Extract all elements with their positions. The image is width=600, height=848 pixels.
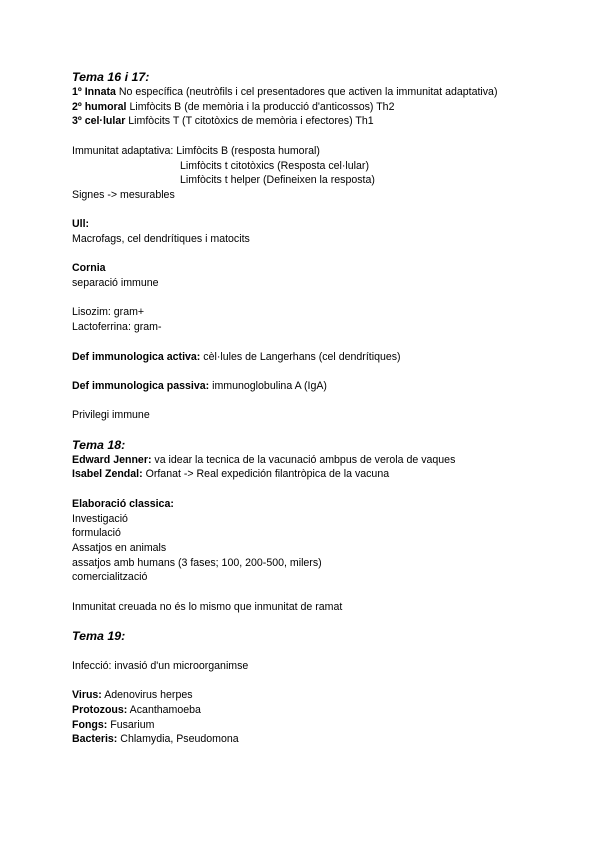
- cellular-line: 3º cel·lular Limfòcits T (T citotòxics de memòria i efectores) Th1: [72, 115, 374, 128]
- ull-text: Macrofags, cel dendrítiques i matocits: [72, 233, 250, 245]
- document-page: [72, 70, 572, 747]
- tema-16-17-heading: Tema 16 i 17:: [72, 70, 150, 84]
- infeccio-line: Infecció: invasió d'un microorganimse: [72, 659, 249, 672]
- cornia-text: separació immune: [72, 277, 159, 290]
- lisozim-line: Lisozim: gram+: [72, 306, 145, 319]
- tema-18-heading: Tema 18:: [72, 437, 126, 452]
- elaboracio-item: formulació: [72, 527, 121, 540]
- elaboracio-item: assatjos amb humans (3 fases; 100, 200-500, milers): [72, 556, 322, 569]
- signes-line: Signes -> mesurables: [72, 188, 175, 201]
- cornia-heading: Cornia: [72, 262, 106, 275]
- elaboracio-heading: Elaboració classica:: [72, 497, 174, 510]
- elaboracio-item: comercialització: [72, 571, 148, 584]
- def-activa-line: Def immunologica activa: cèl·lules de Langerhans (cel dendrítiques): [72, 350, 401, 363]
- tema-19-heading: Tema 19:: [72, 629, 126, 644]
- fongs-line: Fongs: Fusarium: [72, 718, 155, 731]
- def-passiva-line: Def immunologica passiva: immunoglobulina A (IgA): [72, 379, 327, 392]
- protozous-line: Protozous: Acanthamoeba: [72, 703, 201, 716]
- virus-line: Virus: Adenovirus herpes: [72, 689, 193, 702]
- lactoferrina-line: Lactoferrina: gram-: [72, 321, 162, 334]
- adaptativa-line-2: Limfòcits t citotòxics (Resposta cel·lular): [180, 159, 369, 172]
- privilegi-line: Privilegi immune: [72, 409, 150, 422]
- elaboracio-item: Investigació: [72, 512, 128, 525]
- humoral-line: 2º humoral Limfòcits B (de memòria i la producció d'anticossos) Th2: [72, 100, 395, 113]
- innata-line: 1º Innata No específica (neutròfils i cel presentadores que activen la immunitat adaptativa): [72, 86, 498, 98]
- jenner-line: Edward Jenner: va idear la tecnica de la vacunació ambpus de verola de vaques: [72, 453, 456, 466]
- adaptativa-line-3: Limfòcits t helper (Defineixen la resposta): [180, 174, 375, 187]
- ull-heading: Ull:: [72, 218, 90, 231]
- zendal-line: Isabel Zendal: Orfanat -> Real expedición filantròpica de la vacuna: [72, 468, 390, 481]
- elaboracio-item: Assatjos en animals: [72, 541, 167, 554]
- creuada-line: Inmunitat creuada no és lo mismo que inmunitat de ramat: [72, 600, 343, 613]
- bacteris-line: Bacteris: Chlamydia, Pseudomona: [72, 733, 239, 746]
- adaptativa-line-1: Immunitat adaptativa: Limfòcits B (resposta humoral): [72, 144, 320, 157]
